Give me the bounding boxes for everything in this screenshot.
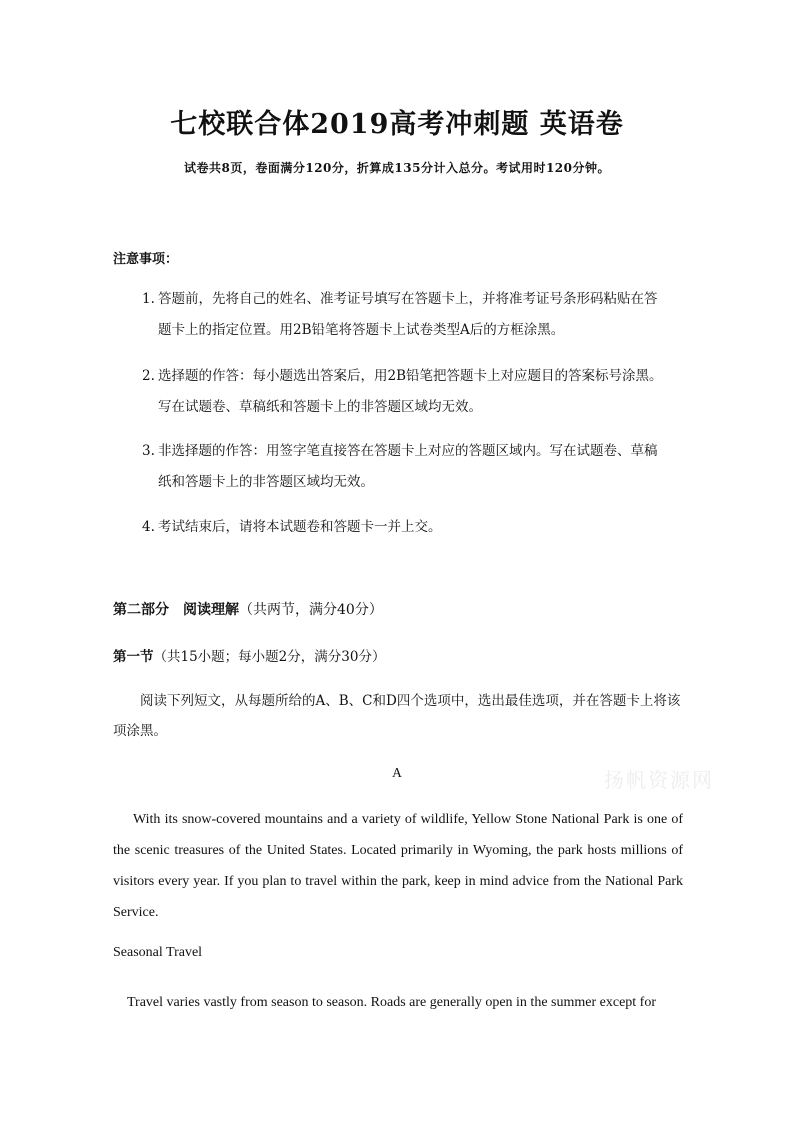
watermark: 扬帆资源网 bbox=[604, 768, 714, 792]
exam-subtitle: 试卷共8页，卷面满分120分，折算成135分计入总分。考试用时120分钟。 bbox=[184, 161, 610, 175]
notice-item-line: 选择题的作答：每小题选出答案后，用2B铅笔把答题卡上对应题目的答案标号涂黑。 bbox=[158, 368, 663, 384]
subsection-heading-title: 第一节 bbox=[113, 649, 154, 665]
notice-item-number: 3. bbox=[142, 443, 155, 459]
subsection-heading bbox=[113, 645, 385, 665]
notice-heading: 注意事项： bbox=[113, 252, 179, 267]
notice-item-line: 写在试题卷、草稿纸和答题卡上的非答题区域均无效。 bbox=[158, 399, 482, 415]
subsection-heading-detail: （共15小题；每小题2分，满分30分） bbox=[153, 649, 386, 665]
notice-item-line: 纸和答题卡上的非答题区域均无效。 bbox=[158, 474, 374, 490]
reading-instruction: 阅读下列短文，从每题所给的A、B、C和D四个选项中，选出最佳选项，并在答题卡上将该项涂黑。 bbox=[113, 693, 681, 739]
passage-paragraph-2: Travel varies vastly from season to season. Roads are generally open in the summer except for bbox=[127, 995, 656, 1010]
section-heading-title: 第二部分 阅读理解 bbox=[113, 602, 239, 618]
notice-item-line: 答题前，先将自己的姓名、准考证号填写在答题卡上，并将准考证号条形码粘贴在答 bbox=[158, 291, 658, 307]
section-heading-detail: （共两节，满分40分） bbox=[239, 602, 383, 618]
notice-item-number: 4. bbox=[142, 519, 155, 535]
notice-item-line: 非选择题的作答：用签字笔直接答在答题卡上对应的答题区域内。写在试题卷、草稿 bbox=[158, 443, 658, 459]
notice-item-2 bbox=[142, 361, 687, 423]
section-heading bbox=[113, 599, 383, 619]
notice-item-4 bbox=[142, 512, 687, 543]
notice-item-1 bbox=[142, 284, 687, 346]
exam-title: 七校联合体2019高考冲刺题 英语卷 bbox=[170, 109, 624, 140]
passage-letter: A bbox=[392, 765, 402, 780]
notice-item-number: 1. bbox=[142, 291, 155, 307]
passage-paragraph-1: With its snow-covered mountains and a variety of wildlife, Yellow Stone National Park is one of the scenic treasures of the United States. Located primarily in Wyoming, the park hosts millions of visitors every year. If you plan to travel within the park, keep in mind advice from the National Park Service. bbox=[113, 812, 683, 920]
notice-item-3 bbox=[142, 436, 687, 498]
notice-item-number: 2. bbox=[142, 368, 155, 384]
notice-item-line: 考试结束后，请将本试题卷和答题卡一并上交。 bbox=[158, 519, 442, 535]
passage-subheading: Seasonal Travel bbox=[113, 945, 203, 960]
notice-item-line: 题卡上的指定位置。用2B铅笔将答题卡上试卷类型A后的方框涂黑。 bbox=[158, 322, 565, 338]
